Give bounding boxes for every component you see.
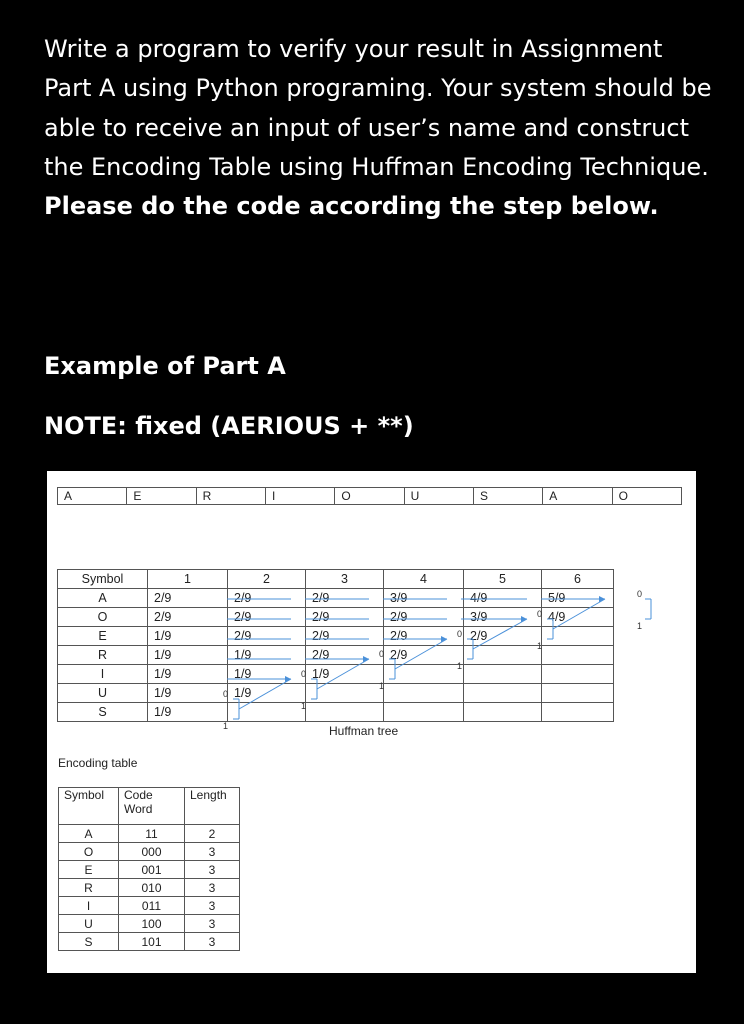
encoding-code-header-line1: Code (124, 788, 153, 802)
seq-cell: I (265, 488, 334, 505)
encoding-title: Encoding table (58, 756, 138, 770)
encoding-length-cell: 3 (185, 879, 240, 897)
encoding-row (59, 897, 240, 915)
bit-label: 0 (457, 629, 463, 639)
instructions-text: Write a program to verify your result in Assignment Part A using Python programing. Your system should be able to receive an input of user’s name and construct the Encoding Table using Huffman Encoding Technique. (44, 35, 712, 181)
bit-label: 1 (457, 661, 463, 671)
merge-arrow-line (473, 619, 527, 649)
probability-cell: 3/9 (464, 608, 542, 627)
merge-arrow-line (239, 679, 291, 709)
bit-label: 0 (301, 669, 307, 679)
encoding-row (59, 879, 240, 897)
huffman-symbol-cell: A (58, 589, 148, 608)
seq-cell: R (196, 488, 265, 505)
encoding-code-header (119, 788, 185, 825)
probability-cell: 2/9 (228, 608, 306, 627)
probability-cell: 3/9 (384, 589, 464, 608)
huffman-caption: Huffman tree (329, 724, 399, 738)
merge-arrow-line (553, 599, 605, 629)
seq-cell: S (473, 488, 542, 505)
encoding-code-cell: 101 (119, 933, 185, 951)
probability-cell: 2/9 (384, 608, 464, 627)
probability-cell: 2/9 (228, 627, 306, 646)
probability-cell: 1/9 (148, 684, 228, 703)
probability-cell: 1/9 (228, 684, 306, 703)
probability-cell: 5/9 (542, 589, 614, 608)
probability-cell: 2/9 (306, 646, 384, 665)
encoding-code-cell: 100 (119, 915, 185, 933)
bit-label: 1 (379, 681, 385, 691)
instructions-bold-text: Please do the code according the step below. (44, 192, 659, 221)
probability-cell: 4/9 (464, 589, 542, 608)
encoding-length-header: Length (185, 788, 240, 825)
huffman-symbol-cell: I (58, 665, 148, 684)
huffman-symbol-cell: U (58, 684, 148, 703)
tree-arrows (47, 471, 696, 731)
encoding-row (59, 843, 240, 861)
encoding-code-cell: 000 (119, 843, 185, 861)
encoding-length-cell: 3 (185, 933, 240, 951)
huffman-symbol-cell: S (58, 703, 148, 722)
huffman-symbol-cell: R (58, 646, 148, 665)
probability-cell: 1/9 (228, 646, 306, 665)
step-header: 4 (384, 570, 464, 589)
encoding-symbol-cell: U (59, 915, 119, 933)
huffman-symbol-cell: O (58, 608, 148, 627)
note-heading: NOTE: fixed (AERIOUS + **) (44, 412, 414, 440)
probability-cell: 4/9 (542, 608, 614, 627)
encoding-table (58, 787, 240, 951)
bit-label: 1 (223, 721, 229, 731)
encoding-length-cell: 3 (185, 897, 240, 915)
encoding-length-cell: 3 (185, 861, 240, 879)
encoding-symbol-cell: I (59, 897, 119, 915)
encoding-header-row (59, 788, 240, 825)
probability-cell: 1/9 (228, 665, 306, 684)
seq-cell: O (612, 488, 681, 505)
encoding-length-cell: 3 (185, 915, 240, 933)
probability-cell: 2/9 (384, 627, 464, 646)
bit-label: 0 (223, 689, 229, 699)
figure-panel (47, 471, 696, 973)
probability-cell: 2/9 (306, 627, 384, 646)
merge-arrow-line (395, 639, 447, 669)
bit-label: 1 (301, 701, 307, 711)
encoding-code-cell: 001 (119, 861, 185, 879)
step-header: 3 (306, 570, 384, 589)
encoding-row (59, 825, 240, 843)
example-heading: Example of Part A (44, 352, 286, 380)
huffman-symbol-cell: E (58, 627, 148, 646)
encoding-row (59, 915, 240, 933)
probability-cell: 2/9 (148, 589, 228, 608)
probability-cell: 2/9 (306, 608, 384, 627)
seq-cell: A (58, 488, 127, 505)
step-header: 2 (228, 570, 306, 589)
encoding-symbol-cell: O (59, 843, 119, 861)
encoding-code-header-line2: Word (124, 802, 153, 816)
probability-cell: 1/9 (148, 646, 228, 665)
encoding-symbol-cell: A (59, 825, 119, 843)
probability-cell: 2/9 (148, 608, 228, 627)
seq-cell: A (543, 488, 612, 505)
encoding-row (59, 861, 240, 879)
encoding-symbol-cell: E (59, 861, 119, 879)
step-header: 1 (148, 570, 228, 589)
probability-cell: 1/9 (148, 627, 228, 646)
probability-cell: 1/9 (148, 703, 228, 722)
probability-cell: 2/9 (464, 627, 542, 646)
probability-cell: 2/9 (384, 646, 464, 665)
bit-label: 0 (379, 649, 385, 659)
encoding-length-cell: 2 (185, 825, 240, 843)
instructions-paragraph (44, 30, 714, 226)
bit-label: 1 (637, 621, 643, 631)
encoding-symbol-header: Symbol (59, 788, 119, 825)
encoding-symbol-cell: R (59, 879, 119, 897)
probability-cell: 2/9 (228, 589, 306, 608)
seq-cell: E (127, 488, 196, 505)
encoding-length-cell: 3 (185, 843, 240, 861)
probability-cell: 1/9 (148, 665, 228, 684)
bit-label: 1 (537, 641, 543, 651)
encoding-code-cell: 010 (119, 879, 185, 897)
encoding-symbol-cell: S (59, 933, 119, 951)
bit-label: 0 (637, 589, 643, 599)
encoding-row (59, 933, 240, 951)
merge-arrow-line (317, 659, 369, 689)
step-header: 5 (464, 570, 542, 589)
seq-cell: U (404, 488, 473, 505)
probability-cell: 1/9 (306, 665, 384, 684)
seq-cell: O (335, 488, 404, 505)
step-header: 6 (542, 570, 614, 589)
bit-label: 0 (537, 609, 543, 619)
probability-cell: 2/9 (306, 589, 384, 608)
encoding-code-cell: 011 (119, 897, 185, 915)
encoding-code-cell: 11 (119, 825, 185, 843)
huffman-symbol-header: Symbol (58, 570, 148, 589)
